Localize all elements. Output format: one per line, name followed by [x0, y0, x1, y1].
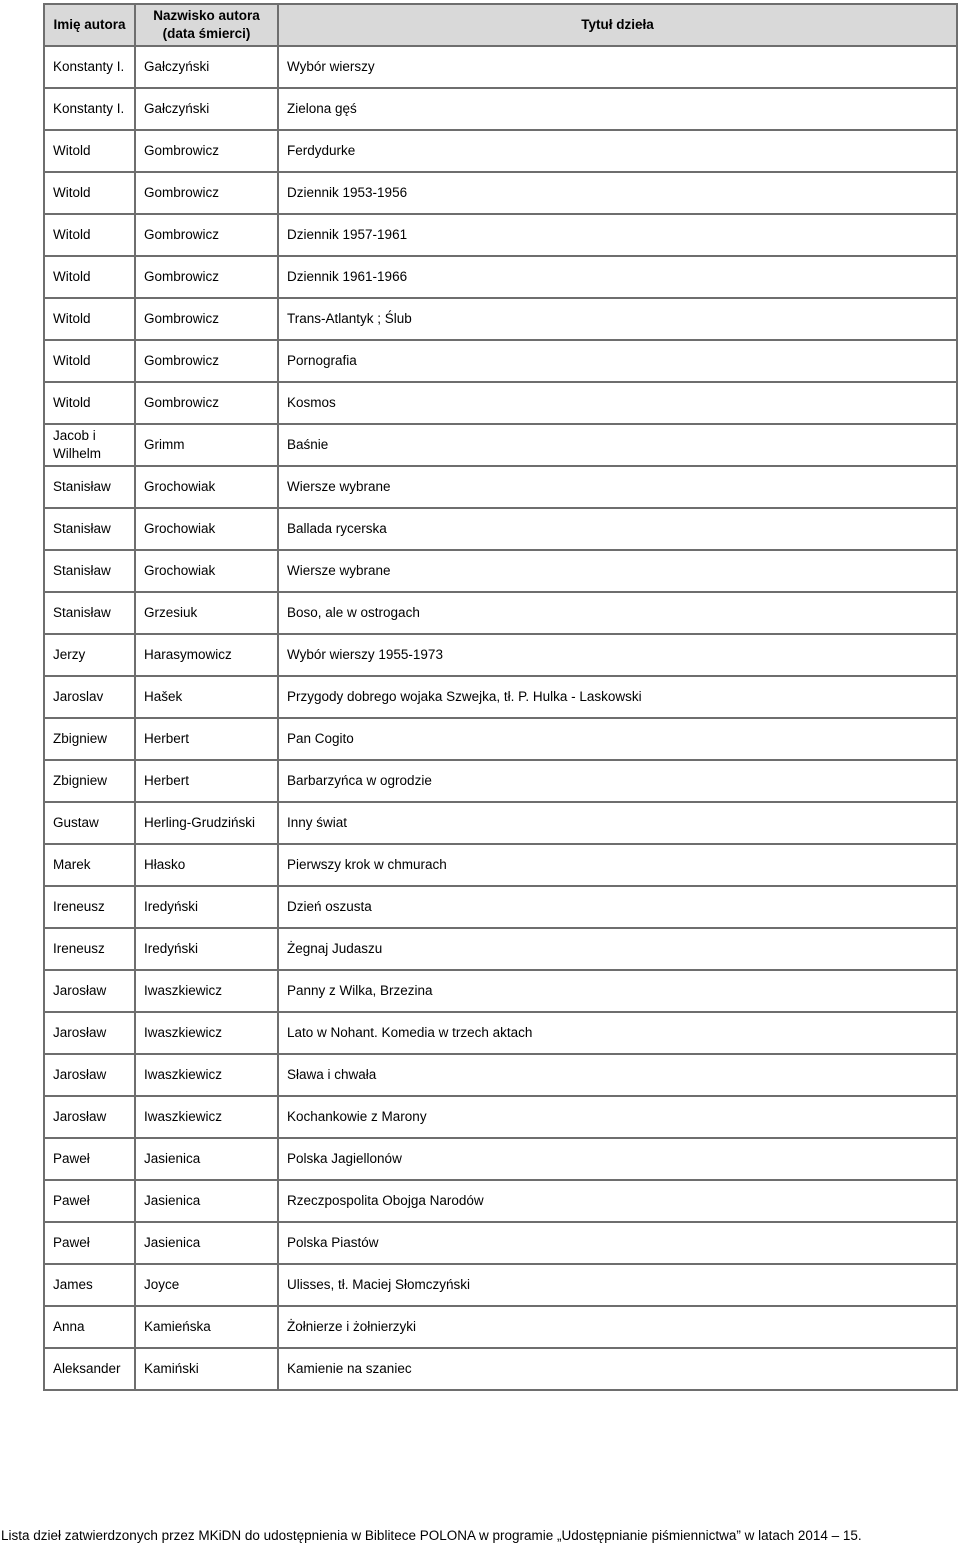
table-row — [44, 214, 957, 256]
cell-first-name: Zbigniew — [44, 718, 135, 760]
table-row — [44, 1138, 957, 1180]
cell-last-name: Herbert — [135, 718, 278, 760]
cell-first-name: James — [44, 1264, 135, 1306]
cell-title: Lato w Nohant. Komedia w trzech aktach — [278, 1012, 957, 1054]
cell-last-name: Grochowiak — [135, 508, 278, 550]
cell-title: Pan Cogito — [278, 718, 957, 760]
cell-first-name: Witold — [44, 130, 135, 172]
cell-title: Trans-Atlantyk ; Ślub — [278, 298, 957, 340]
cell-first-name: Jarosław — [44, 1012, 135, 1054]
table-row — [44, 130, 957, 172]
table-row — [44, 466, 957, 508]
table-row — [44, 886, 957, 928]
cell-first-name: Anna — [44, 1306, 135, 1348]
header-last-name — [135, 4, 278, 46]
cell-last-name: Iwaszkiewicz — [135, 1054, 278, 1096]
cell-last-name: Iwaszkiewicz — [135, 970, 278, 1012]
table-row — [44, 802, 957, 844]
cell-last-name: Gombrowicz — [135, 256, 278, 298]
header-row — [44, 4, 957, 46]
cell-first-name: Jerzy — [44, 634, 135, 676]
cell-title: Baśnie — [278, 424, 957, 466]
cell-last-name: Grzesiuk — [135, 592, 278, 634]
cell-first-name: Zbigniew — [44, 760, 135, 802]
page-footer: Lista dzieł zatwierdzonych przez MKiDN do udostępnienia w Biblitece POLONA w programie „Udostępnianie piśmiennictwa” w latach 2014 – 15. — [1, 1528, 862, 1543]
cell-title: Kamienie na szaniec — [278, 1348, 957, 1390]
cell-title: Pierwszy krok w chmurach — [278, 844, 957, 886]
cell-last-name: Gombrowicz — [135, 298, 278, 340]
header-last-name-label: Nazwisko autora — [153, 8, 260, 23]
cell-title: Wiersze wybrane — [278, 466, 957, 508]
cell-title: Żołnierze i żołnierzyki — [278, 1306, 957, 1348]
authors-table — [43, 3, 958, 1391]
cell-title: Dziennik 1961-1966 — [278, 256, 957, 298]
cell-first-name: Jaroslav — [44, 676, 135, 718]
cell-first-name: Stanisław — [44, 508, 135, 550]
cell-last-name: Kamieńska — [135, 1306, 278, 1348]
cell-first-name: Konstanty I. — [44, 88, 135, 130]
table-row — [44, 88, 957, 130]
table-row — [44, 1264, 957, 1306]
table-row — [44, 1096, 957, 1138]
cell-first-name: Aleksander — [44, 1348, 135, 1390]
cell-last-name: Iwaszkiewicz — [135, 1096, 278, 1138]
cell-first-name: Stanisław — [44, 466, 135, 508]
table-row — [44, 676, 957, 718]
table-row — [44, 844, 957, 886]
cell-last-name: Grochowiak — [135, 550, 278, 592]
cell-last-name: Iredyński — [135, 886, 278, 928]
cell-first-name: Witold — [44, 298, 135, 340]
cell-last-name: Gałczyński — [135, 46, 278, 88]
cell-last-name: Jasienica — [135, 1222, 278, 1264]
table-row — [44, 970, 957, 1012]
cell-last-name: Jasienica — [135, 1138, 278, 1180]
cell-last-name: Gałczyński — [135, 88, 278, 130]
cell-first-name: Witold — [44, 382, 135, 424]
cell-first-name: Witold — [44, 214, 135, 256]
cell-title: Kosmos — [278, 382, 957, 424]
cell-last-name: Grochowiak — [135, 466, 278, 508]
table-row — [44, 634, 957, 676]
cell-last-name: Kamiński — [135, 1348, 278, 1390]
cell-first-name: Paweł — [44, 1180, 135, 1222]
cell-last-name: Hłasko — [135, 844, 278, 886]
cell-first-name: Jacob i Wilhelm — [44, 424, 135, 466]
cell-title: Inny świat — [278, 802, 957, 844]
table-row — [44, 1348, 957, 1390]
table-row — [44, 1180, 957, 1222]
table-row — [44, 1054, 957, 1096]
table-row — [44, 424, 957, 466]
cell-title: Polska Piastów — [278, 1222, 957, 1264]
cell-first-name: Jarosław — [44, 1096, 135, 1138]
cell-first-name: Stanisław — [44, 592, 135, 634]
cell-title: Wybór wierszy 1955-1973 — [278, 634, 957, 676]
cell-first-name: Witold — [44, 340, 135, 382]
table-row — [44, 340, 957, 382]
cell-title: Wiersze wybrane — [278, 550, 957, 592]
cell-last-name: Jasienica — [135, 1180, 278, 1222]
cell-first-name: Ireneusz — [44, 886, 135, 928]
cell-title: Pornografia — [278, 340, 957, 382]
table-row — [44, 550, 957, 592]
cell-last-name: Harasymowicz — [135, 634, 278, 676]
cell-last-name: Joyce — [135, 1264, 278, 1306]
cell-last-name: Herbert — [135, 760, 278, 802]
cell-title: Przygody dobrego wojaka Szwejka, tł. P. Hulka - Laskowski — [278, 676, 957, 718]
cell-title: Boso, ale w ostrogach — [278, 592, 957, 634]
header-title: Tytuł dzieła — [278, 4, 957, 46]
cell-last-name: Gombrowicz — [135, 172, 278, 214]
cell-title: Zielona gęś — [278, 88, 957, 130]
cell-title: Żegnaj Judaszu — [278, 928, 957, 970]
table-row — [44, 1222, 957, 1264]
table-row — [44, 928, 957, 970]
cell-first-name: Konstanty I. — [44, 46, 135, 88]
cell-first-name: Jarosław — [44, 1054, 135, 1096]
cell-first-name: Witold — [44, 256, 135, 298]
cell-title: Dziennik 1957-1961 — [278, 214, 957, 256]
table-row — [44, 172, 957, 214]
table-row — [44, 1306, 957, 1348]
cell-first-name: Marek — [44, 844, 135, 886]
cell-first-name: Witold — [44, 172, 135, 214]
cell-last-name: Iwaszkiewicz — [135, 1012, 278, 1054]
cell-last-name: Gombrowicz — [135, 382, 278, 424]
cell-last-name: Grimm — [135, 424, 278, 466]
cell-first-name: Jarosław — [44, 970, 135, 1012]
cell-last-name: Gombrowicz — [135, 130, 278, 172]
cell-title: Ferdydurke — [278, 130, 957, 172]
header-first-name: Imię autora — [44, 4, 135, 46]
cell-last-name: Gombrowicz — [135, 340, 278, 382]
cell-title: Dziennik 1953-1956 — [278, 172, 957, 214]
cell-title: Panny z Wilka, Brzezina — [278, 970, 957, 1012]
cell-title: Barbarzyńca w ogrodzie — [278, 760, 957, 802]
cell-last-name: Herling-Grudziński — [135, 802, 278, 844]
cell-title: Polska Jagiellonów — [278, 1138, 957, 1180]
cell-first-name: Gustaw — [44, 802, 135, 844]
table-row — [44, 718, 957, 760]
table-row — [44, 760, 957, 802]
table-row — [44, 256, 957, 298]
cell-last-name: Iredyński — [135, 928, 278, 970]
cell-title: Wybór wierszy — [278, 46, 957, 88]
table-row — [44, 508, 957, 550]
table-body — [44, 46, 957, 1390]
table-row — [44, 46, 957, 88]
cell-last-name: Gombrowicz — [135, 214, 278, 256]
table-row — [44, 298, 957, 340]
cell-first-name: Ireneusz — [44, 928, 135, 970]
table-row — [44, 382, 957, 424]
cell-first-name: Paweł — [44, 1222, 135, 1264]
cell-title: Ballada rycerska — [278, 508, 957, 550]
table-row — [44, 1012, 957, 1054]
cell-title: Dzień oszusta — [278, 886, 957, 928]
cell-last-name: Hašek — [135, 676, 278, 718]
cell-title: Ulisses, tł. Maciej Słomczyński — [278, 1264, 957, 1306]
cell-first-name: Paweł — [44, 1138, 135, 1180]
table-row — [44, 592, 957, 634]
cell-title: Rzeczpospolita Obojga Narodów — [278, 1180, 957, 1222]
cell-title: Sława i chwała — [278, 1054, 957, 1096]
cell-first-name: Stanisław — [44, 550, 135, 592]
header-last-name-sub: (data śmierci) — [162, 26, 251, 41]
cell-title: Kochankowie z Marony — [278, 1096, 957, 1138]
